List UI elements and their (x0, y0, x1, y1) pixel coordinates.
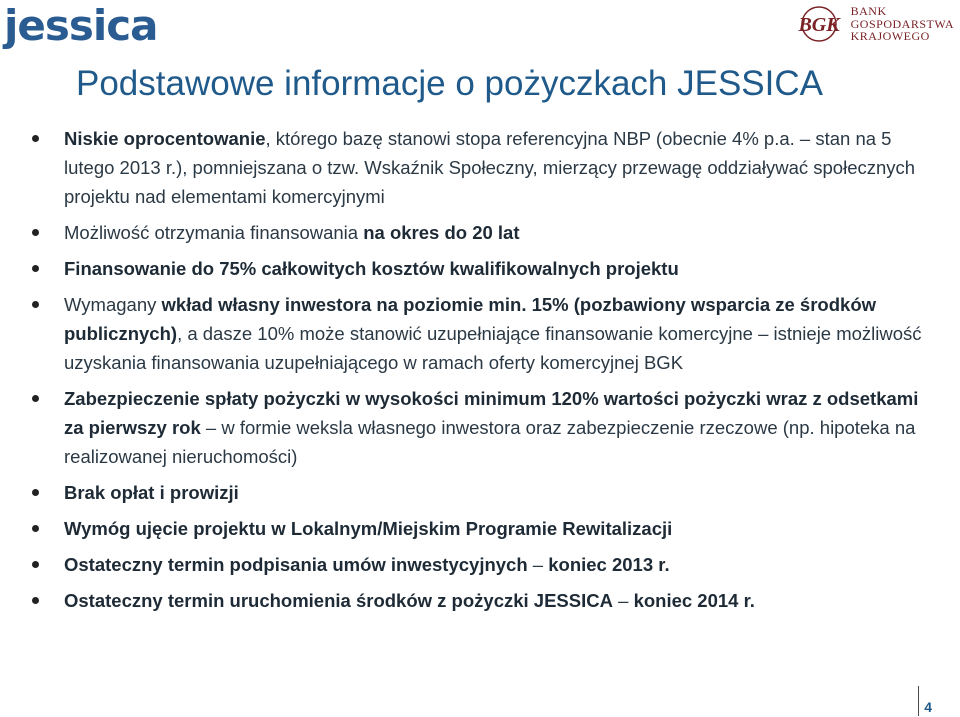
bgk-line-2: GOSPODARSTWA (850, 16, 954, 31)
page-number: 4 (924, 699, 932, 715)
bullet-item (30, 550, 935, 579)
bullet-item (30, 384, 935, 471)
bgk-line-3: KRAJOWEGO (850, 29, 930, 44)
slide-title: Podstawowe informacje o pożyczkach JESSICA (76, 64, 823, 103)
bullet-text: , którego bazę stanowi stopa referencyjna NBP (obecnie 4% p.a. – stan na 5 lutego 2013 r.), pomniejszana o tzw. Wskaźnik Społeczny, mierzący przewagę oddziaływać społecznych projektu nad elementami komercyjnymi (64, 128, 916, 207)
bullet-text-bold: Zabezpieczenie spłaty pożyczki w wysokości minimum 120% wartości pożyczki wraz z odsetkami za pierwszy rok (64, 388, 919, 438)
bullet-text-bold: Finansowanie do 75% całkowitych kosztów kwalifikowalnych projektu (64, 258, 679, 279)
bullet-item (30, 124, 935, 211)
bullet-item (30, 478, 935, 507)
bullet-item (30, 290, 935, 377)
bullet-text: – w formie weksla własnego inwestora oraz zabezpieczenie rzeczowe (np. hipoteka na realizowanej nieruchomości) (64, 417, 916, 467)
bullet-item (30, 514, 935, 543)
bullet-dot-icon (32, 229, 39, 236)
bullet-text-bold: Brak opłat i prowizji (64, 482, 239, 503)
bullet-item (30, 586, 935, 615)
bgk-monogram-icon (793, 4, 845, 44)
bullet-text-bold: Niskie oprocentowanie (64, 128, 266, 149)
bullet-text-bold: Ostateczny termin uruchomienia środków z pożyczki JESSICA (64, 590, 613, 611)
bullet-list (30, 124, 935, 615)
bullet-item (30, 218, 935, 247)
bullet-dot-icon (32, 395, 39, 402)
bgk-logo (793, 4, 954, 44)
bgk-wordmark (851, 5, 954, 43)
bullet-text-bold: koniec 2013 r. (548, 554, 670, 575)
bullet-dot-icon (32, 135, 39, 142)
page-number-divider (918, 686, 919, 716)
bullet-text-bold: wkład własny inwestora na poziomie min. 15% (pozbawiony wsparcia ze środków publicznych) (64, 294, 877, 344)
bullet-text: , a dasze 10% może stanowić uzupełniające finansowanie komercyjne – istnieje możliwość uzyskania finansowania uzupełniającego w ramach oferty komercyjnej BGK (64, 323, 922, 373)
bullet-dot-icon (32, 265, 39, 272)
bullet-item (30, 254, 935, 283)
bullet-dot-icon (32, 561, 39, 568)
jessica-logo: jessica (4, 1, 158, 50)
bullet-text-bold: koniec 2014 r. (633, 590, 755, 611)
bgk-line-1: BANK (850, 4, 887, 19)
bullet-text: Możliwość otrzymania finansowania (64, 222, 364, 243)
bullet-text-bold: Ostateczny termin podpisania umów inwestycyjnych (64, 554, 528, 575)
bullet-text: Wymagany (64, 294, 162, 315)
bullet-text-bold: Wymóg ujęcie projektu w Lokalnym/Miejskim Programie Rewitalizacji (64, 518, 673, 539)
bgk-monogram-text: BGK (798, 14, 840, 36)
bullet-dot-icon (32, 301, 39, 308)
bullet-text-bold: na okres do 20 lat (363, 222, 520, 243)
bullet-dot-icon (32, 489, 39, 496)
bullet-dot-icon (32, 597, 39, 604)
bullet-text: – (527, 554, 549, 575)
bullet-dot-icon (32, 525, 39, 532)
bullet-text: – (612, 590, 634, 611)
